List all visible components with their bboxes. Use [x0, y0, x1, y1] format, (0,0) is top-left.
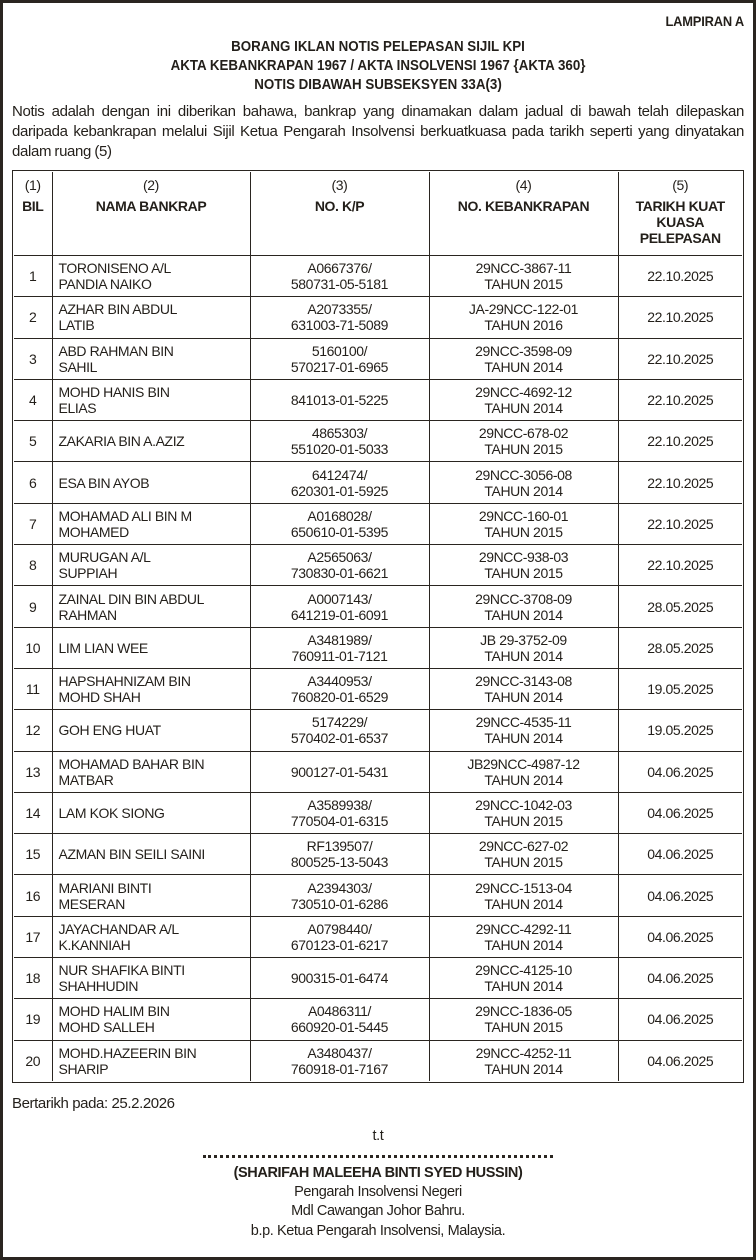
table-body — [14, 256, 742, 1081]
cell-bankruptcy-number-line-1: 29NCC-1513-04 — [475, 879, 572, 896]
cell-ic-number-line-2: 570402-01-6537 — [290, 730, 389, 747]
cell-name-line-2: SAHIL — [58, 358, 97, 375]
table-row — [14, 710, 742, 751]
cell-name — [52, 875, 250, 916]
cell-bankruptcy-number-line-1: JB29NCC-4987-12 — [467, 755, 580, 772]
cell-ic-number — [250, 586, 429, 627]
cell-bankruptcy-number — [429, 875, 618, 916]
cell-name-line-1: LAM KOK SIONG — [58, 805, 165, 821]
cell-bankruptcy-number-line-1: 29NCC-627-02 — [478, 838, 569, 855]
cell-ic-number — [250, 1040, 429, 1081]
cell-name-line-1: MOHAMAD ALI BIN M — [58, 507, 192, 524]
cell-bankruptcy-number-line-1: 29NCC-160-01 — [478, 507, 569, 524]
cell-bankruptcy-number — [429, 916, 618, 957]
table-row — [14, 338, 742, 379]
cell-bankruptcy-number-line-2: TAHUN 2015 — [484, 523, 563, 540]
cell-name — [52, 256, 250, 297]
cell-discharge-date: 04.06.2025 — [618, 999, 742, 1040]
dated-line: Bertarikh pada: 25.2.2026 — [12, 1094, 175, 1112]
cell-bankruptcy-number-line-2: TAHUN 2015 — [484, 813, 563, 829]
cell-ic-number-line-2: 730830-01-6621 — [290, 565, 389, 582]
cell-bankruptcy-number-line-2: TAHUN 2015 — [484, 276, 563, 293]
cell-bankruptcy-number — [429, 545, 618, 586]
cell-ic-number — [250, 916, 429, 957]
cell-bankruptcy-number-line-1: JA-29NCC-122-01 — [468, 301, 579, 318]
cell-bil: 10 — [14, 627, 52, 668]
cell-discharge-date: 04.06.2025 — [618, 834, 742, 875]
cell-ic-number — [250, 503, 429, 544]
cell-ic-number-line-1: A2565063/ — [307, 549, 372, 566]
cell-bankruptcy-number-line-2: TAHUN 2014 — [484, 730, 563, 747]
cell-name-line-2: SHARIP — [58, 1060, 109, 1077]
cell-bankruptcy-number-line-1: 29NCC-3056-08 — [475, 466, 572, 483]
cell-ic-number-line-2: 570217-01-6965 — [290, 358, 389, 375]
cell-bil: 7 — [14, 503, 52, 544]
cell-bil: 14 — [14, 792, 52, 833]
table-row — [14, 586, 742, 627]
cell-ic-number — [250, 668, 429, 709]
column-header-kp: (3) NO. K/P — [250, 172, 429, 256]
cell-discharge-date: 22.10.2025 — [618, 462, 742, 503]
cell-bil: 2 — [14, 297, 52, 338]
cell-discharge-date: 22.10.2025 — [618, 545, 742, 586]
cell-bankruptcy-number — [429, 462, 618, 503]
officer-title: Pengarah Insolvensi Negeri — [294, 1183, 462, 1200]
cell-bankruptcy-number — [429, 627, 618, 668]
cell-discharge-date: 22.10.2025 — [618, 338, 742, 379]
cell-bankruptcy-number-line-1: 29NCC-3867-11 — [475, 260, 572, 277]
cell-bankruptcy-number-line-2: TAHUN 2014 — [484, 978, 563, 995]
cell-bil: 6 — [14, 462, 52, 503]
table-row — [14, 421, 742, 462]
cell-name-line-2: MESERAN — [58, 895, 125, 912]
cell-bankruptcy-number-line-2: TAHUN 2015 — [484, 854, 563, 871]
cell-bankruptcy-number-line-1: 29NCC-678-02 — [478, 425, 569, 442]
cell-name-line-1: MURUGAN A/L — [58, 549, 151, 566]
cell-bankruptcy-number-line-2: TAHUN 2014 — [484, 482, 563, 499]
cell-name-line-2: LATIB — [58, 317, 95, 334]
cell-ic-number-line-2: 580731-05-5181 — [290, 276, 389, 293]
cell-name-line-2: RAHMAN — [58, 606, 117, 623]
table-row — [14, 875, 742, 916]
cell-discharge-date: 04.06.2025 — [618, 792, 742, 833]
cell-name-line-2: MOHD SALLEH — [58, 1019, 155, 1036]
officer-branch: Mdl Cawangan Johor Bahru. — [291, 1203, 465, 1220]
cell-discharge-date: 22.10.2025 — [618, 297, 742, 338]
cell-name — [52, 545, 250, 586]
cell-bankruptcy-number — [429, 256, 618, 297]
cell-discharge-date: 04.06.2025 — [618, 958, 742, 999]
cell-bil: 11 — [14, 668, 52, 709]
cell-name — [52, 379, 250, 420]
cell-name-line-2: MOHAMED — [58, 523, 129, 540]
cell-ic-number-line-2: 760911-01-7121 — [291, 647, 388, 664]
signature-block — [12, 1127, 744, 1242]
cell-name-line-1: GOH ENG HUAT — [58, 722, 161, 739]
cell-bankruptcy-number-line-2: TAHUN 2015 — [484, 1019, 563, 1036]
cell-bankruptcy-number-line-1: 29NCC-1042-03 — [475, 797, 572, 813]
cell-ic-number-line-1: A3481989/ — [307, 631, 372, 648]
cell-ic-number-line-2: 800525-13-5043 — [290, 854, 389, 871]
cell-bankruptcy-number-line-2: TAHUN 2014 — [484, 1060, 563, 1077]
signed-mark: t.t — [372, 1127, 384, 1144]
cell-bankruptcy-number-line-1: 29NCC-4292-11 — [475, 920, 572, 937]
cell-bankruptcy-number-line-2: TAHUN 2014 — [484, 895, 563, 912]
cell-ic-number — [250, 834, 429, 875]
table-row — [14, 256, 742, 297]
cell-discharge-date: 19.05.2025 — [618, 668, 742, 709]
cell-name-line-2: SUPPIAH — [58, 565, 118, 582]
cell-bankruptcy-number-line-2: TAHUN 2014 — [484, 606, 563, 623]
cell-name-line-1: AZMAN BIN SEILI SAINI — [58, 846, 205, 863]
cell-name-line-2: PANDIA NAIKO — [58, 276, 152, 293]
cell-name — [52, 792, 250, 833]
cell-bil: 15 — [14, 834, 52, 875]
cell-ic-number-line-2: 650610-01-5395 — [290, 523, 389, 540]
table-row — [14, 627, 742, 668]
cell-ic-number-line-1: A0168028/ — [307, 507, 372, 524]
cell-bankruptcy-number-line-2: TAHUN 2015 — [484, 441, 563, 458]
cell-discharge-date: 28.05.2025 — [618, 627, 742, 668]
cell-ic-number-line-1: A3440953/ — [307, 673, 372, 690]
cell-bil: 13 — [14, 751, 52, 792]
cell-bankruptcy-number-line-1: 29NCC-4692-12 — [475, 384, 572, 401]
cell-bil: 5 — [14, 421, 52, 462]
cell-bankruptcy-number — [429, 958, 618, 999]
cell-ic-number-line-2: 760918-01-7167 — [290, 1060, 389, 1077]
cell-ic-number-line-2: 770504-01-6315 — [290, 813, 389, 829]
table-row — [14, 751, 742, 792]
bankrupt-table-frame — [12, 170, 744, 1083]
cell-ic-number — [250, 545, 429, 586]
cell-bil: 4 — [14, 379, 52, 420]
cell-ic-number — [250, 297, 429, 338]
cell-ic-number — [250, 462, 429, 503]
cell-name — [52, 586, 250, 627]
cell-bankruptcy-number — [429, 421, 618, 462]
cell-bankruptcy-number — [429, 1040, 618, 1081]
cell-ic-number-line-1: 4865303/ — [311, 425, 368, 442]
cell-bankruptcy-number — [429, 297, 618, 338]
cell-bankruptcy-number — [429, 668, 618, 709]
cell-discharge-date: 04.06.2025 — [618, 875, 742, 916]
cell-bankruptcy-number-line-2: TAHUN 2014 — [484, 647, 563, 664]
cell-ic-number-line-2: 760820-01-6529 — [290, 689, 389, 706]
cell-discharge-date: 04.06.2025 — [618, 916, 742, 957]
cell-ic-number — [250, 256, 429, 297]
cell-bankruptcy-number — [429, 834, 618, 875]
cell-name-line-1: ESA BIN AYOB — [58, 474, 150, 491]
cell-ic-number — [250, 421, 429, 462]
title-line-2: AKTA KEBANKRAPAN 1967 / AKTA INSOLVENSI 1967 {AKTA 360} — [170, 58, 586, 74]
cell-ic-number-line-2: 551020-01-5033 — [290, 441, 389, 458]
cell-name-line-1: MOHAMAD BAHAR BIN — [58, 755, 205, 772]
officer-name: (SHARIFAH MALEEHA BINTI SYED HUSSIN) — [233, 1164, 523, 1181]
cell-name-line-1: NUR SHAFIKA BINTI — [58, 962, 185, 979]
bankrupt-table — [14, 172, 742, 1081]
cell-name — [52, 668, 250, 709]
cell-ic-number — [250, 338, 429, 379]
cell-ic-number-line-1: 5160100/ — [311, 342, 368, 359]
cell-ic-number-line-1: 841013-01-5225 — [290, 392, 389, 409]
table-row — [14, 668, 742, 709]
cell-name-line-2: K.KANNIAH — [58, 936, 131, 953]
cell-bankruptcy-number — [429, 379, 618, 420]
cell-bankruptcy-number — [429, 999, 618, 1040]
cell-ic-number — [250, 792, 429, 833]
cell-bankruptcy-number — [429, 792, 618, 833]
cell-ic-number-line-1: A3480437/ — [307, 1044, 372, 1061]
cell-bankruptcy-number — [429, 710, 618, 751]
officer-authority: b.p. Ketua Pengarah Insolvensi, Malaysia. — [250, 1222, 506, 1239]
cell-bankruptcy-number-line-1: 29NCC-1836-05 — [475, 1003, 572, 1020]
cell-ic-number-line-1: A0667376/ — [307, 260, 372, 277]
cell-bankruptcy-number-line-1: 29NCC-4252-11 — [475, 1044, 572, 1061]
cell-name — [52, 710, 250, 751]
cell-bankruptcy-number-line-2: TAHUN 2014 — [484, 358, 563, 375]
cell-discharge-date: 19.05.2025 — [618, 710, 742, 751]
cell-name-line-1: MOHD HANIS BIN — [58, 384, 170, 401]
cell-name — [52, 1040, 250, 1081]
cell-name — [52, 958, 250, 999]
cell-bankruptcy-number-line-2: TAHUN 2014 — [484, 936, 563, 953]
cell-ic-number-line-1: RF139507/ — [306, 838, 373, 855]
cell-bil: 17 — [14, 916, 52, 957]
cell-discharge-date: 22.10.2025 — [618, 379, 742, 420]
table-row — [14, 545, 742, 586]
cell-bil: 16 — [14, 875, 52, 916]
cell-ic-number — [250, 751, 429, 792]
table-row — [14, 999, 742, 1040]
cell-name-line-1: MARIANI BINTI — [58, 879, 152, 896]
cell-bil: 8 — [14, 545, 52, 586]
intro-paragraph: Notis adalah dengan ini diberikan bahawa, bankrap yang dinamakan dalam jadual di bawah telah dilepaskan daripada kebankrapan melalui Sijil Ketua Pengarah Insolvensi berkuatkuasa pada tarikh seperti yang dinyatakan dalam ruang (5) — [12, 103, 744, 160]
notice-title — [12, 38, 744, 95]
cell-ic-number-line-2: 660920-01-5445 — [290, 1019, 389, 1036]
cell-ic-number-line-1: A0798440/ — [307, 920, 372, 937]
cell-name-line-2: MOHD SHAH — [58, 689, 141, 706]
cell-discharge-date: 22.10.2025 — [618, 421, 742, 462]
cell-ic-number — [250, 379, 429, 420]
cell-discharge-date: 04.06.2025 — [618, 751, 742, 792]
table-row — [14, 297, 742, 338]
cell-bil: 9 — [14, 586, 52, 627]
column-header-bil: (1) BIL — [14, 172, 52, 256]
cell-discharge-date: 22.10.2025 — [618, 256, 742, 297]
cell-name-line-2: ELIAS — [58, 400, 97, 417]
signature-dotted-line — [203, 1155, 553, 1158]
cell-bankruptcy-number-line-2: TAHUN 2014 — [484, 400, 563, 417]
cell-bankruptcy-number — [429, 338, 618, 379]
table-row — [14, 1040, 742, 1081]
cell-ic-number-line-2: 641219-01-6091 — [290, 606, 389, 623]
cell-bil: 3 — [14, 338, 52, 379]
cell-ic-number-line-1: A2073355/ — [307, 301, 372, 318]
cell-name — [52, 999, 250, 1040]
column-header-case-no: (4) NO. KEBANKRAPAN — [429, 172, 618, 256]
cell-name — [52, 462, 250, 503]
cell-bil: 18 — [14, 958, 52, 999]
cell-bil: 20 — [14, 1040, 52, 1081]
cell-bankruptcy-number-line-2: TAHUN 2016 — [484, 317, 563, 334]
cell-bankruptcy-number-line-1: 29NCC-3598-09 — [475, 342, 572, 359]
cell-bankruptcy-number-line-1: 29NCC-3708-09 — [475, 590, 572, 607]
table-row — [14, 503, 742, 544]
cell-name-line-1: HAPSHAHNIZAM BIN — [58, 673, 191, 690]
cell-bankruptcy-number-line-2: TAHUN 2014 — [484, 689, 563, 706]
title-line-1: BORANG IKLAN NOTIS PELEPASAN SIJIL KPI — [231, 39, 525, 55]
cell-bankruptcy-number-line-1: 29NCC-3143-08 — [475, 673, 572, 690]
cell-name-line-1: MOHD.HAZEERIN BIN — [58, 1044, 197, 1061]
cell-bankruptcy-number-line-2: TAHUN 2014 — [484, 771, 563, 788]
cell-ic-number-line-1: 5174229/ — [311, 714, 368, 731]
cell-name-line-1: TORONISENO A/L — [58, 260, 171, 277]
table-row — [14, 379, 742, 420]
column-header-discharge-date: (5) TARIKH KUAT KUASA PELEPASAN — [618, 172, 742, 256]
cell-name-line-2: MATBAR — [58, 771, 114, 788]
cell-name — [52, 627, 250, 668]
cell-name-line-1: MOHD HALIM BIN — [58, 1003, 170, 1020]
cell-discharge-date: 28.05.2025 — [618, 586, 742, 627]
cell-bankruptcy-number — [429, 586, 618, 627]
table-row — [14, 792, 742, 833]
title-line-3: NOTIS DIBAWAH SUBSEKSYEN 33A(3) — [254, 77, 502, 93]
cell-ic-number-line-1: A3589938/ — [307, 797, 372, 813]
cell-ic-number-line-2: 730510-01-6286 — [290, 895, 389, 912]
cell-ic-number — [250, 875, 429, 916]
cell-discharge-date: 04.06.2025 — [618, 1040, 742, 1081]
appendix-label: LAMPIRAN A — [665, 13, 744, 29]
cell-ic-number-line-2: 631003-71-5089 — [290, 317, 389, 334]
table-header-row — [14, 172, 742, 256]
table-row — [14, 462, 742, 503]
cell-bil: 1 — [14, 256, 52, 297]
cell-name — [52, 297, 250, 338]
table-row — [14, 916, 742, 957]
cell-ic-number — [250, 710, 429, 751]
cell-bankruptcy-number-line-2: TAHUN 2015 — [484, 565, 563, 582]
cell-name — [52, 751, 250, 792]
cell-bil: 19 — [14, 999, 52, 1040]
cell-bankruptcy-number-line-1: 29NCC-4125-10 — [475, 962, 572, 979]
cell-ic-number — [250, 958, 429, 999]
cell-ic-number-line-2: 620301-01-5925 — [290, 482, 389, 499]
cell-name — [52, 834, 250, 875]
column-header-name: (2) NAMA BANKRAP — [52, 172, 250, 256]
cell-ic-number-line-1: A0486311/ — [307, 1003, 372, 1020]
cell-ic-number-line-1: 900127-01-5431 — [290, 763, 389, 780]
cell-ic-number-line-1: A2394303/ — [307, 879, 372, 896]
cell-ic-number-line-2: 670123-01-6217 — [290, 936, 389, 953]
cell-bankruptcy-number — [429, 503, 618, 544]
cell-name-line-1: AZHAR BIN ABDUL — [58, 301, 177, 318]
cell-bankruptcy-number — [429, 751, 618, 792]
cell-name-line-2: SHAHHUDIN — [58, 978, 139, 995]
cell-discharge-date: 22.10.2025 — [618, 503, 742, 544]
cell-ic-number-line-1: A0007143/ — [307, 590, 372, 607]
cell-name-line-1: ZAKARIA BIN A.AZIZ — [58, 433, 185, 450]
cell-name — [52, 421, 250, 462]
cell-ic-number-line-1: 900315-01-6474 — [290, 970, 389, 987]
cell-bankruptcy-number-line-1: 29NCC-4535-11 — [475, 714, 572, 731]
cell-name-line-1: ZAINAL DIN BIN ABDUL — [58, 590, 205, 607]
cell-bankruptcy-number-line-1: 29NCC-938-03 — [478, 549, 569, 566]
cell-name — [52, 916, 250, 957]
cell-ic-number — [250, 999, 429, 1040]
cell-bankruptcy-number-line-1: JB 29-3752-09 — [480, 631, 567, 648]
cell-name-line-1: JAYACHANDAR A/L — [58, 920, 179, 937]
cell-name — [52, 338, 250, 379]
table-row — [14, 958, 742, 999]
cell-name-line-1: LIM LIAN WEE — [58, 639, 148, 656]
cell-name-line-1: ABD RAHMAN BIN — [58, 342, 174, 359]
cell-ic-number — [250, 627, 429, 668]
cell-bil: 12 — [14, 710, 52, 751]
table-row — [14, 834, 742, 875]
cell-name — [52, 503, 250, 544]
cell-ic-number-line-1: 6412474/ — [311, 466, 368, 483]
